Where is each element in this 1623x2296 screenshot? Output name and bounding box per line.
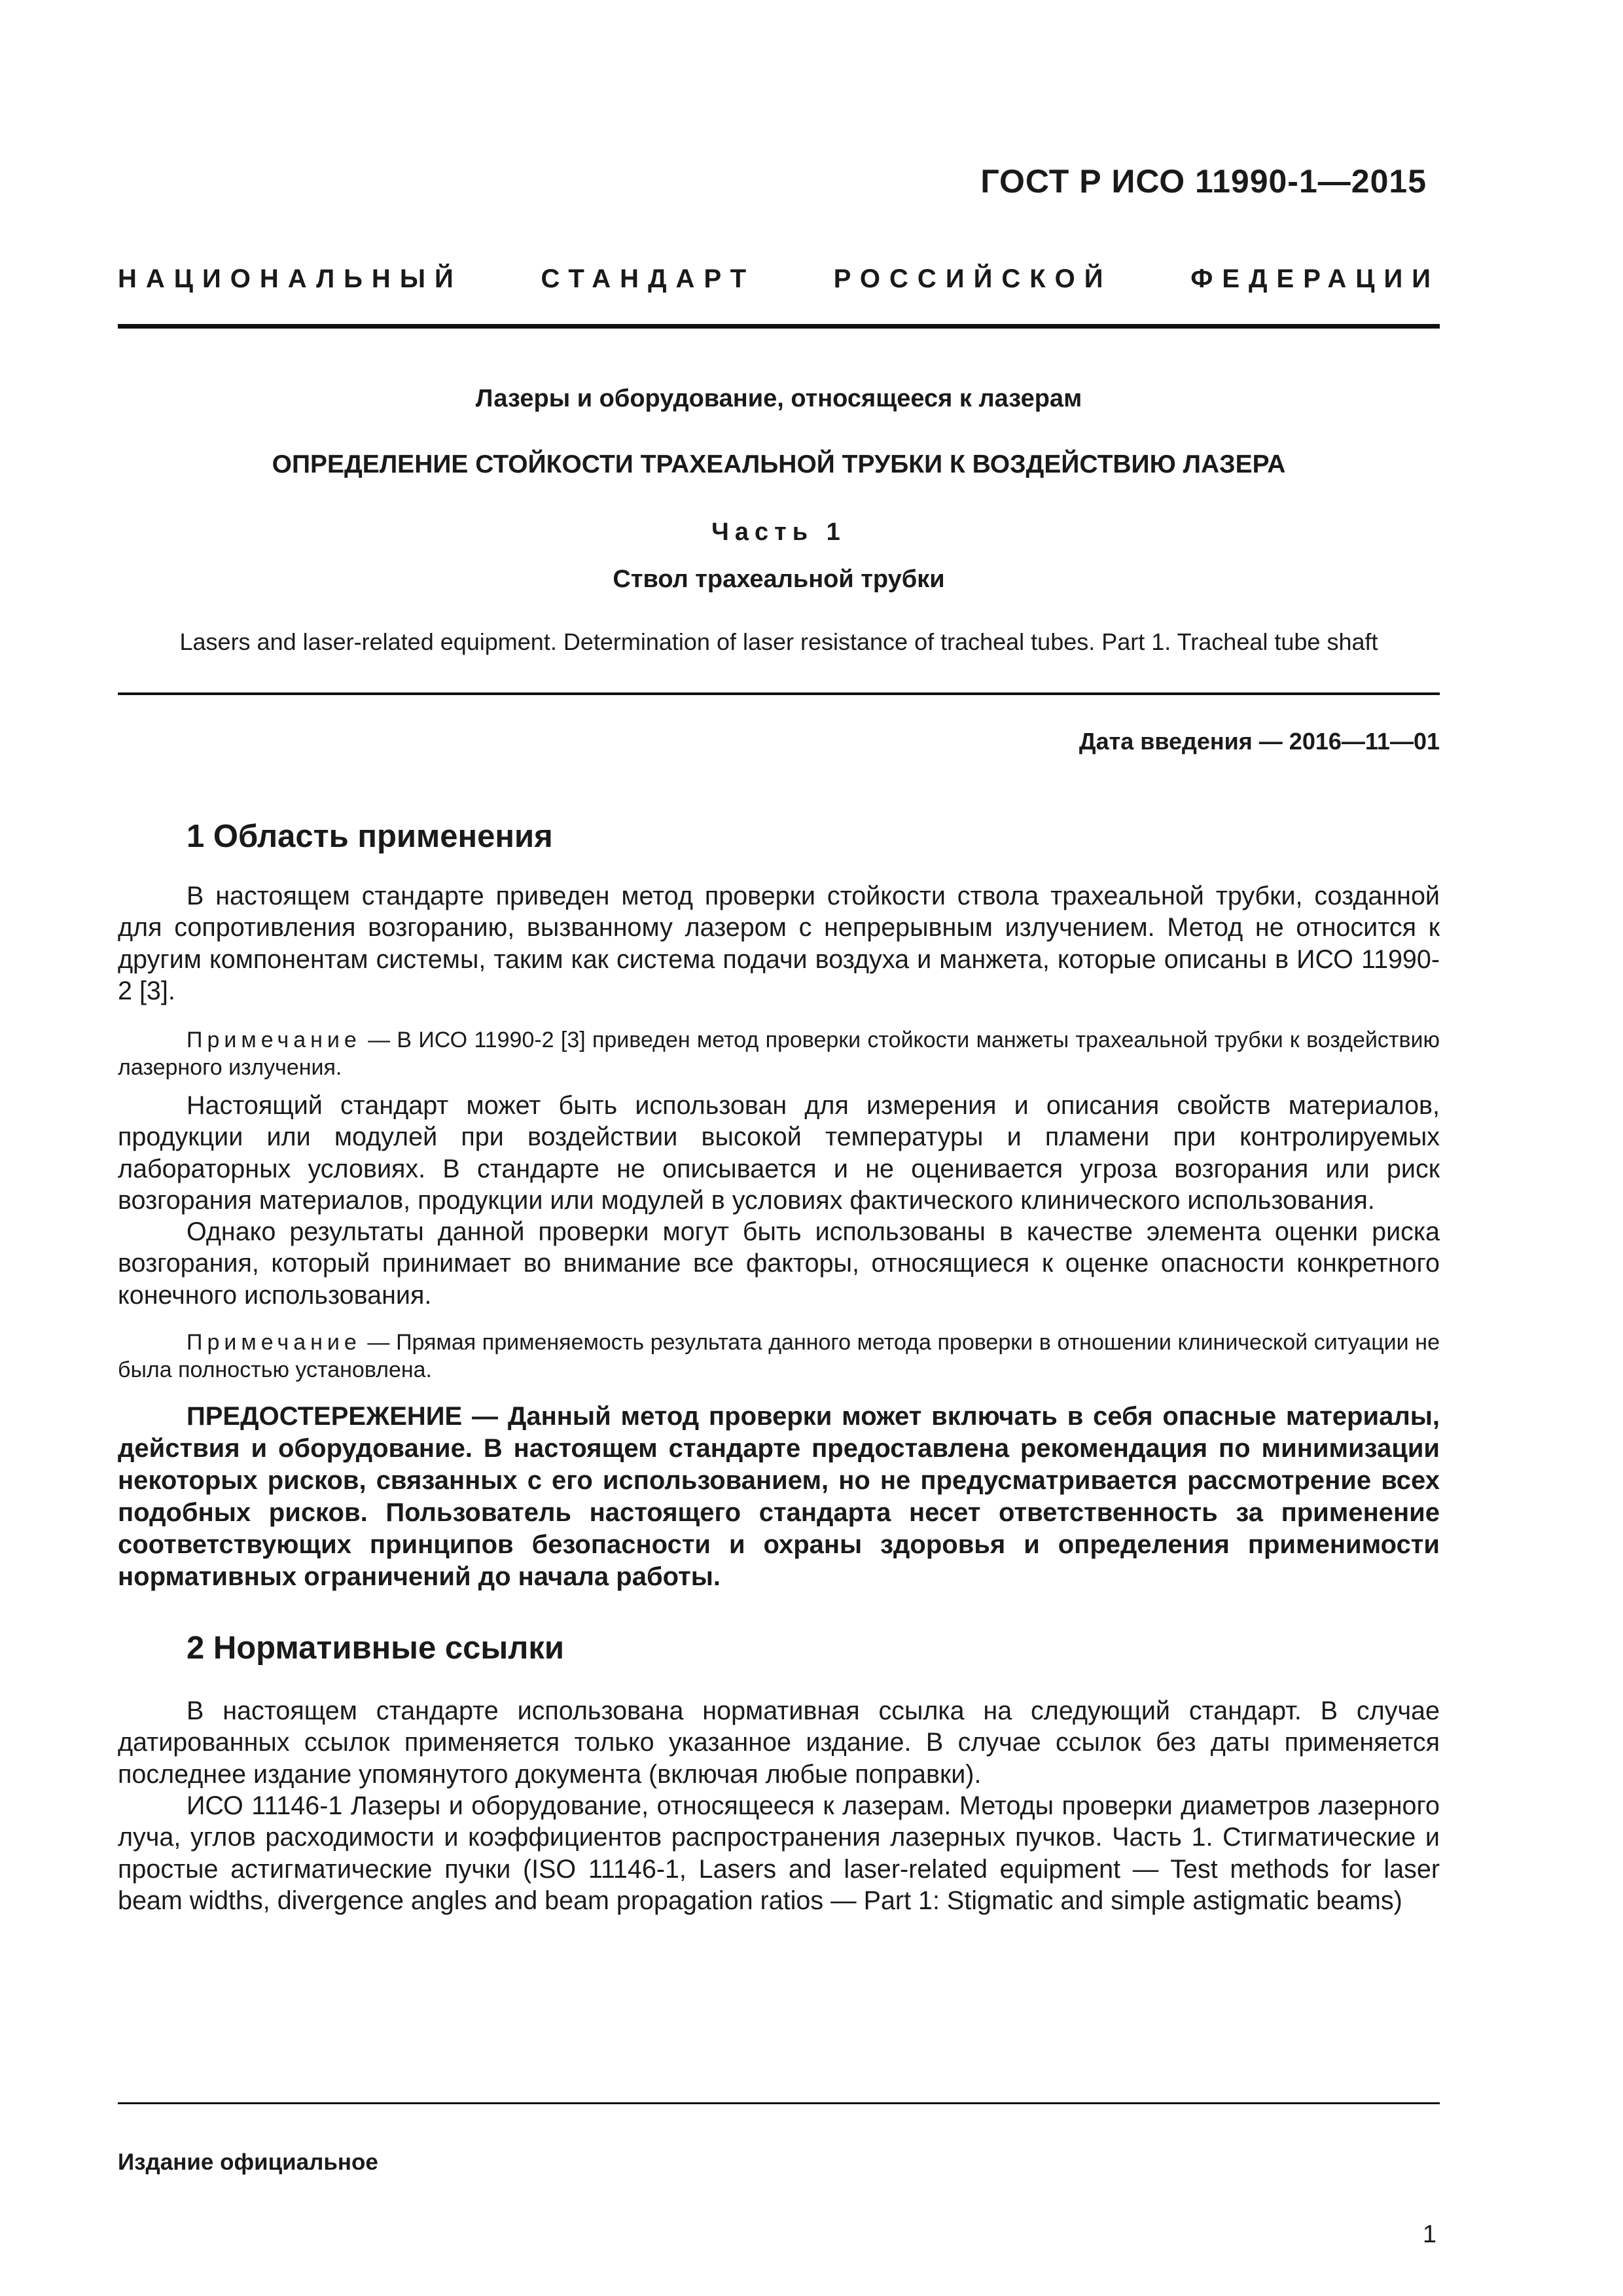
section-1-paragraph-1: В настоящем стандарте приведен метод проверки стойкости ствола трахеальной трубки, созданной для сопротивления возгоранию, вызванному лазером с непрерывным излучением. Метод не относится к другим компонентам системы, таким как система подачи воздуха и манжета, которые описаны в ИСО 11990-2 [3]. bbox=[118, 882, 1440, 1005]
title-divider bbox=[118, 692, 1440, 695]
section-2-reference-1: ИСО 11146-1 Лазеры и оборудование, относящееся к лазерам. Методы проверки диаметров лазерного луча, углов расходимости и коэффициентов распространения лазерных пучков. Часть 1. Стигматические и простые астигматические пучки (ISO 11146-1, Lasers and laser-related equipment — Test methods for laser beam widths, divergence angles and beam propagation ratios — Part 1: Stigmatic and simple astigmatic beams) bbox=[118, 1791, 1440, 1915]
gost-number: ГОСТ Р ИСО 11990-1—2015 bbox=[980, 163, 1427, 200]
section-1-note-1 bbox=[118, 1026, 1440, 1081]
note-2-label: Примечание bbox=[187, 1330, 361, 1355]
section-1-note-2 bbox=[118, 1329, 1440, 1384]
note-1-text: — В ИСО 11990-2 [3] приведен метод проверки стойкости манжеты трахеальной трубки к воздействию лазерного излучения. bbox=[118, 1028, 1440, 1080]
banner-word-3: РОССИЙСКОЙ bbox=[833, 264, 1113, 293]
section-2-heading: 2 Нормативные ссылки bbox=[187, 1630, 564, 1666]
note-1-label: Примечание bbox=[187, 1028, 361, 1052]
part-label: Часть 1 bbox=[711, 518, 846, 546]
page-number: 1 bbox=[1422, 2221, 1436, 2248]
title-line-1: Лазеры и оборудование, относящееся к лазерам bbox=[475, 385, 1082, 412]
introduction-date: Дата введения — 2016—11—01 bbox=[1079, 728, 1440, 755]
part-title: Ствол трахеальной трубки bbox=[613, 565, 945, 593]
header-divider bbox=[118, 324, 1440, 329]
english-title: Lasers and laser-related equipment. Determination of laser resistance of tracheal tubes. Part 1. Tracheal tube shaft bbox=[179, 628, 1378, 655]
banner-word-4: ФЕДЕРАЦИИ bbox=[1190, 264, 1440, 293]
section-1-heading: 1 Область применения bbox=[187, 819, 553, 854]
banner-word-1: НАЦИОНАЛЬНЫЙ bbox=[118, 264, 463, 293]
warning-paragraph: ПРЕДОСТЕРЕЖЕНИЕ — Данный метод проверки может включать в себя опасные материалы, действия и оборудование. В настоящем стандарте предоставлена рекомендация по минимизации некоторых рисков, связанных с его использованием, но не предусматривается рассмотрение всех подобных рисков. Пользователь настоящего стандарта несет ответственность за применение соответствующих принципов безопасности и охраны здоровья и определения применимости нормативных ограничений до начала работы. bbox=[118, 1402, 1440, 1591]
title-line-2: ОПРЕДЕЛЕНИЕ СТОЙКОСТИ ТРАХЕАЛЬНОЙ ТРУБКИ К ВОЗДЕЙСТВИЮ ЛАЗЕРА bbox=[272, 450, 1286, 478]
note-2-text: — Прямая применяемость результата данного метода проверки в отношении клинической ситуации не была полностью установлена. bbox=[118, 1330, 1440, 1382]
section-1-paragraph-3: Однако результаты данной проверки могут быть использованы в качестве элемента оценки риска возгорания, который принимает во внимание все факторы, относящиеся к оценке опасности конкретного конечного использования. bbox=[118, 1217, 1440, 1310]
section-1-paragraph-2: Настоящий стандарт может быть использован для измерения и описания свойств материалов, продукции или модулей при воздействии высокой температуры и пламени при контролируемых лабораторных условиях. В стандарте не описывается и не оценивается угроза возгорания или риск возгорания материалов, продукции или модулей в условиях фактического клинического использования. bbox=[118, 1091, 1440, 1215]
section-2-paragraph-1: В настоящем стандарте использована нормативная ссылка на следующий стандарт. В случае датированных ссылок применяется только указанное издание. В случае ссылок без даты применяется последнее издание упомянутого документа (включая любые поправки). bbox=[118, 1696, 1440, 1789]
official-edition-label: Издание официальное bbox=[118, 2149, 378, 2175]
banner-word-2: СТАНДАРТ bbox=[541, 264, 756, 293]
footer-divider bbox=[118, 2102, 1440, 2104]
national-standard-banner bbox=[118, 264, 1440, 294]
